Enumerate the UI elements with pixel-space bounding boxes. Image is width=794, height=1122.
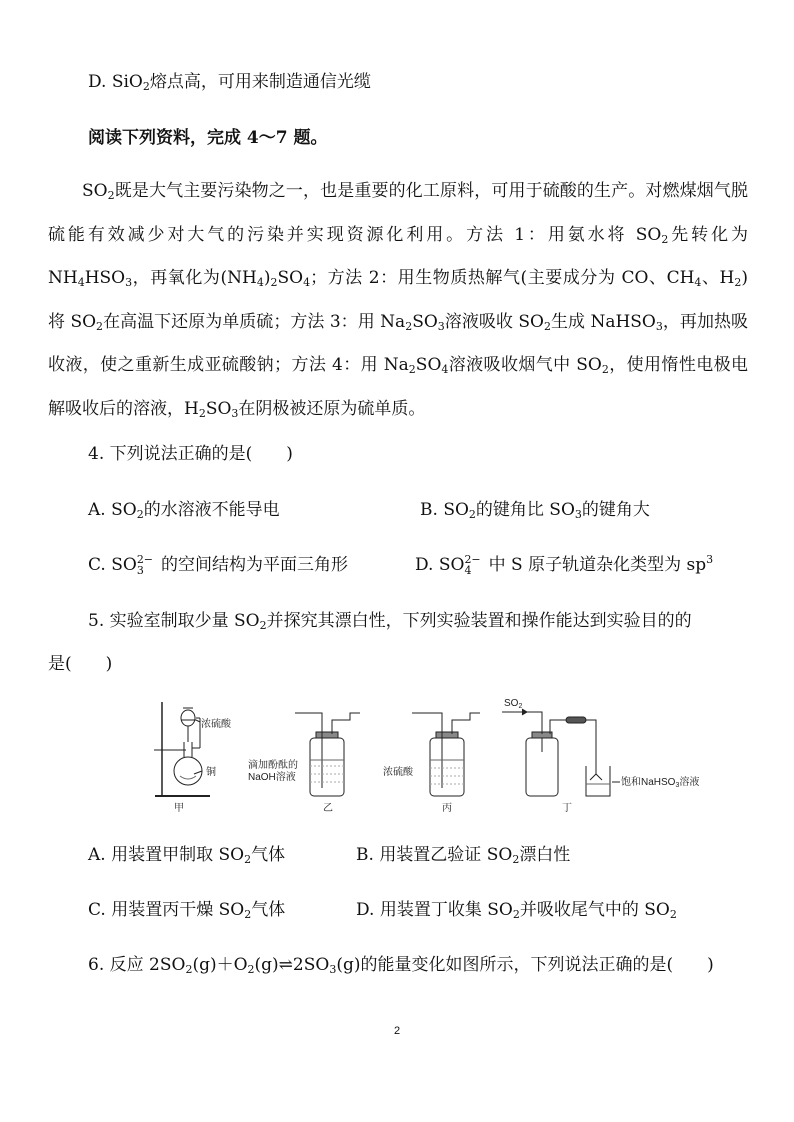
question-4-stem: 4. 下列说法正确的是( ) bbox=[88, 444, 293, 464]
q4-option-d[interactable]: D. SO 2− 4 中 S 原子轨道杂化类型为 $sp^3$ bbox=[415, 553, 714, 577]
question-6-stem: 6. 反应 $2SO_2(g)+O_2(g)\rightleftharpoons 2SO_3(g)$的能量变化如图所示，下列说法正确的是( ) bbox=[88, 955, 714, 976]
apparatus-jia bbox=[154, 702, 232, 814]
q4-option-a[interactable]: A. $SO_2$的水溶液不能导电 bbox=[88, 500, 280, 521]
question-5-stem-line1: 5. 实验室制取少量 $SO_2$并探究其漂白性，下列实验装置和操作能达到实验目的的 bbox=[88, 611, 692, 632]
yi-label-2: NaOH溶液 bbox=[248, 772, 296, 783]
jia-metal-label: 铜 bbox=[206, 767, 216, 778]
jia-reagent-label: 浓硫酸 bbox=[201, 719, 231, 730]
ding-solution-label: 饱和NaHSO$_3$溶液 bbox=[621, 777, 700, 789]
q5-option-d[interactable]: D. 用装置丁收集 $SO_2$并吸收尾气中的 $SO_2$ bbox=[356, 900, 677, 921]
apparatus-yi bbox=[248, 713, 360, 814]
jia-caption: 甲 bbox=[174, 803, 184, 814]
page-number: 2 bbox=[393, 1025, 401, 1037]
q4-option-c[interactable]: C. SO 2− 3 的空间结构为平面三角形 bbox=[88, 553, 349, 577]
ding-caption: 丁 bbox=[562, 803, 572, 814]
prev-option-d: D. SiO$_2$熔点高，可用来制造通信光缆 bbox=[88, 72, 371, 93]
question-5-stem-line2: 是( ) bbox=[48, 654, 113, 674]
q5-option-a[interactable]: A. 用装置甲制取 $SO_2$气体 bbox=[88, 845, 286, 866]
section-heading: 阅读下列资料，完成 4～7 题。 bbox=[88, 128, 328, 148]
q5-option-b[interactable]: B. 用装置乙验证 $SO_2$漂白性 bbox=[356, 845, 571, 866]
bing-caption: 丙 bbox=[442, 803, 452, 814]
ding-gas-label: $SO_2$ bbox=[504, 698, 523, 710]
yi-label-1: 滴加酚酞的 bbox=[248, 760, 298, 771]
apparatus-figure bbox=[150, 696, 710, 816]
bing-label: 浓硫酸 bbox=[383, 767, 413, 778]
apparatus-ding bbox=[502, 698, 699, 814]
yi-caption: 乙 bbox=[323, 803, 333, 814]
apparatus-bing bbox=[383, 713, 480, 814]
q5-option-c[interactable]: C. 用装置丙干燥 $SO_2$气体 bbox=[88, 900, 286, 921]
reading-material: $SO_2$既是大气主要污染物之一，也是重要的化工原料，可用于硫酸的生产。对燃煤烟气脱硫能有效减少对大气的污染并实现资源化利用。方法 1：用氨水将 $SO_2$先转化为 $NH_4HSO_3$，再氧化为$(NH_4)_2SO_4$；方法 2：用生物质热解气(主要成分为 CO、$CH_4$、$H_2$)将 $SO_2$在高温下还原为单质硫；方法 3：用 $Na_2SO_3$溶液吸收 $SO_2$生成 NaHSO$_3$，再加热吸收液，使之重新生成亚硫酸钠；方法 4：用 $Na_2SO_4$溶液吸收烟气中 $SO_2$，使用惰性电极电解吸收后的溶液，$H_2SO_3$在阴极被还原为硫单质。 bbox=[48, 181, 749, 420]
q4-option-b[interactable]: B. $SO_2$的键角比 $SO_3$的键角大 bbox=[420, 500, 650, 521]
